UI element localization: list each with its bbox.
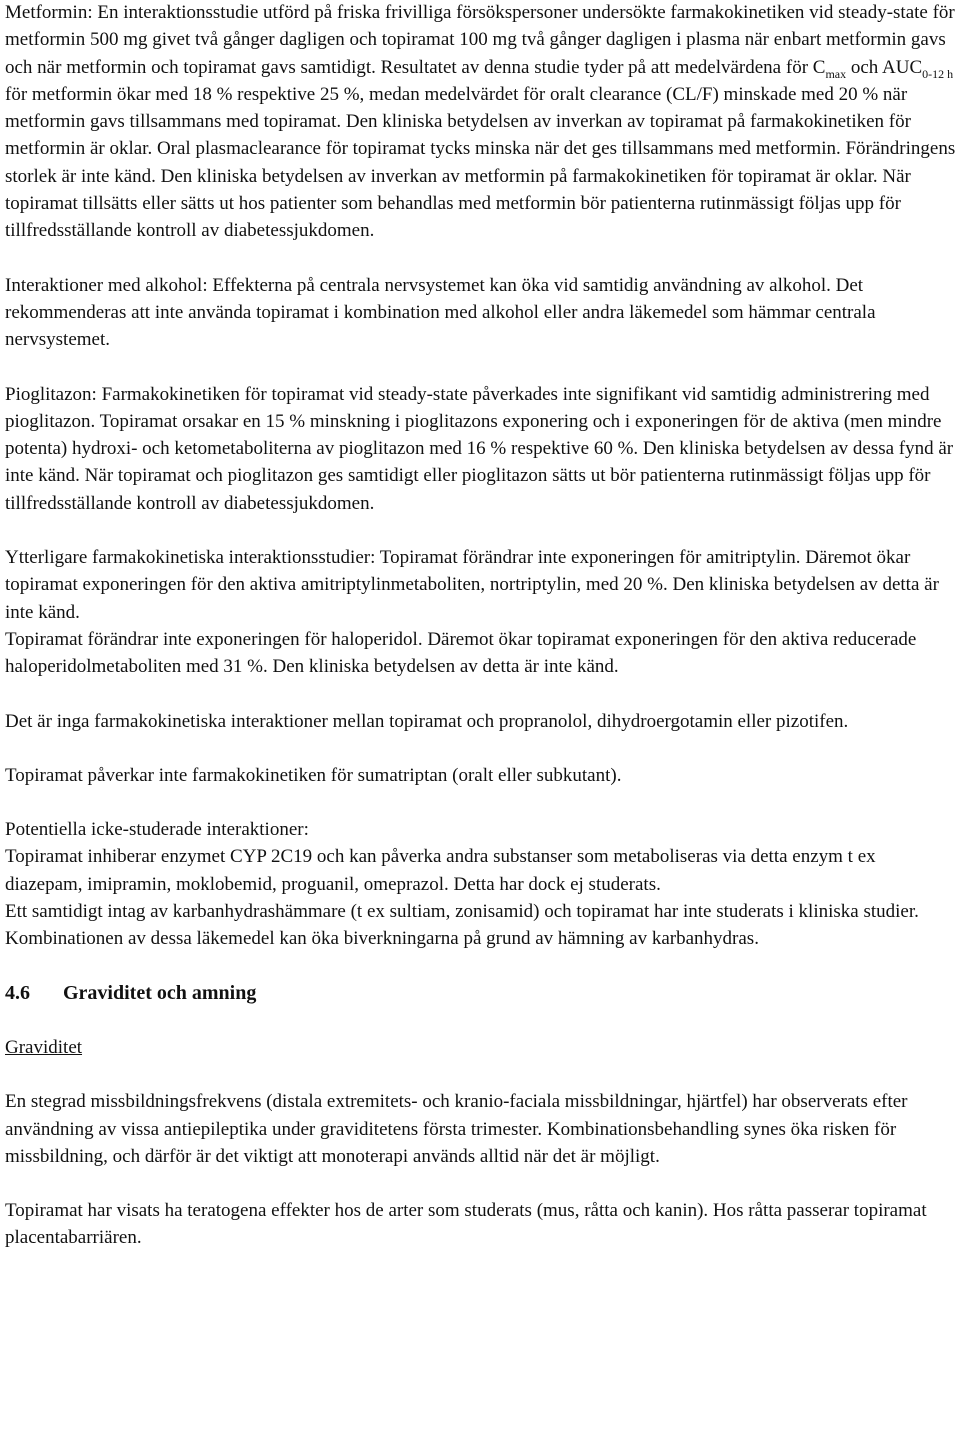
spacer bbox=[5, 354, 957, 381]
spacer bbox=[5, 517, 957, 544]
paragraph-alkohol bbox=[5, 272, 957, 354]
spacer bbox=[5, 1007, 957, 1034]
section-title: Graviditet och amning bbox=[63, 981, 257, 1004]
alkohol-label: Interaktioner med alkohol: bbox=[5, 274, 208, 296]
section-number: 4.6 bbox=[5, 981, 30, 1004]
spacer bbox=[5, 245, 957, 272]
pioglitazon-label: Pioglitazon: bbox=[5, 383, 97, 405]
metformin-text-1: En interaktionsstudie utförd på friska frivilliga försökspersoner undersökte farmakokinetiken vid steady-state för metformin 500 mg givet två gånger dagligen och topiramat 100 mg två gånger dagligen i plasma när enbart metformin gavs och när metformin och topiramat gavs samtidigt. Resultatet av denna studie tyder på att medelvärdena för C bbox=[5, 2, 955, 78]
metformin-label: Metformin: bbox=[5, 2, 93, 23]
paragraph-teratogena: Topiramat har visats ha teratogena effekter hos de arter som studerats (mus, råtta och kanin). Hos råtta passerar topiramat placentabarriären. bbox=[5, 1200, 927, 1249]
paragraph-haloperidol: Topiramat förändrar inte exponeringen för haloperidol. Däremot ökar topiramat exponeringen för den aktiva reducerade haloperidolmetaboliten med 31 %. Den kliniska betydelsen av detta är inte känd. bbox=[5, 628, 917, 678]
pioglitazon-text: Farmakokinetiken för topiramat vid steady-state påverkades inte signifikant vid samtidig administrering med pioglitazon. Topiramat orsakar en 15 % minskning i pioglitazons exponering och i exponeringen för de aktiva (men mindre potenta) hydroxi- och ketometaboliterna av pioglitazon med 16 % respektive 60 %. Den kliniska betydelsen av dessa fynd är inte känd. När topiramat och pioglitazon ges samtidigt eller pioglitazon sätts ut bör patienterna rutinmässigt följas upp för tillfredsställande kontroll av diabetessjukdomen. bbox=[5, 383, 954, 514]
graviditet-heading-text: Graviditet bbox=[5, 1036, 83, 1058]
spacer bbox=[5, 681, 957, 708]
paragraph-missbildning: En stegrad missbildningsfrekvens (distala extremitets- och kranio-faciala missbildningar, hjärtfel) har observerats efter användning av vissa antiepileptika under graviditetens första trimester. Kombinationsbehandling synes öka risken för missbildning, och därför är det viktigt att monoterapi används alltid när det är möjligt. bbox=[5, 1091, 908, 1167]
potentiella-label: Potentiella icke-studerade interaktioner: bbox=[5, 819, 309, 841]
cmax-subscript: max bbox=[825, 66, 847, 81]
paragraph-pioglitazon bbox=[5, 381, 957, 517]
paragraph-cyp2c19: Topiramat inhiberar enzymet CYP 2C19 och kan påverka andra substanser som metaboliseras via detta enzym t ex diazepam, imipramin, moklobemid, proguanil, omeprazol. Detta har dock ej studerats. bbox=[5, 846, 876, 895]
paragraph-karbanhydras: Ett samtidigt intag av karbanhydrashämmare (t ex sultiam, zonisamid) och topiramat har inte studerats i kliniska studier. Kombinationen av dessa läkemedel kan öka biverkningarna på grund av hämning av karbanhydras. bbox=[5, 901, 919, 950]
metformin-text-2: och AUC bbox=[846, 56, 923, 78]
spacer bbox=[5, 1061, 957, 1088]
section-heading bbox=[5, 980, 957, 1007]
alkohol-text: Effekterna på centrala nervsystemet kan öka vid samtidig användning av alkohol. Det rekommenderas att inte använda topiramat i kombination med alkohol eller andra läkemedel som hämmar centrala nervsystemet. bbox=[5, 274, 876, 351]
ytterligare-text-1: Topiramat förändrar inte exponeringen för amitriptylin. Däremot ökar topiramat exponeringen för den aktiva amitriptylinmetaboliten, nortriptylin, med 20 %. Den kliniska betydelsen av detta är inte känd. bbox=[5, 547, 939, 623]
paragraph-propranolol: Det är inga farmakokinetiska interaktioner mellan topiramat och propranolol, dihydroergotamin eller pizotifen. bbox=[5, 710, 849, 732]
document-body bbox=[5, 0, 957, 1252]
spacer bbox=[5, 735, 957, 762]
spacer bbox=[5, 789, 957, 816]
spacer bbox=[5, 1170, 957, 1197]
metformin-text-3: för metformin ökar med 18 % respektive 25 %, medan medelvärdet för oralt clearance (CL/F) minskade med 20 % när metformin gavs tillsammans med topiramat. Den kliniska betydelsen av inverkan av topiramat på farmakokinetiken för metformin är oklar. Oral plasmaclearance för topiramat tycks minska när det ges tillsammans med metformin. Förändringens storlek är inte känd. Den kliniska betydelsen av inverkan av metformin på farmakokinetiken för topiramat är oklar. När topiramat tillsätts eller sätts ut hos patienter som behandlas med metformin bör patienterna rutinmässigt följas upp för tillfredsställande kontroll av diabetessjukdomen. bbox=[5, 83, 956, 242]
spacer bbox=[5, 953, 957, 980]
paragraph-sumatriptan: Topiramat påverkar inte farmakokinetiken för sumatriptan (oralt eller subkutant). bbox=[5, 764, 622, 786]
ytterligare-label: Ytterligare farmakokinetiska interaktionsstudier: bbox=[5, 547, 376, 569]
paragraph-ytterligare bbox=[5, 544, 957, 626]
graviditet-heading bbox=[5, 1034, 957, 1061]
auc-subscript: 0-12 h bbox=[922, 66, 954, 81]
paragraph-metformin bbox=[5, 0, 957, 245]
